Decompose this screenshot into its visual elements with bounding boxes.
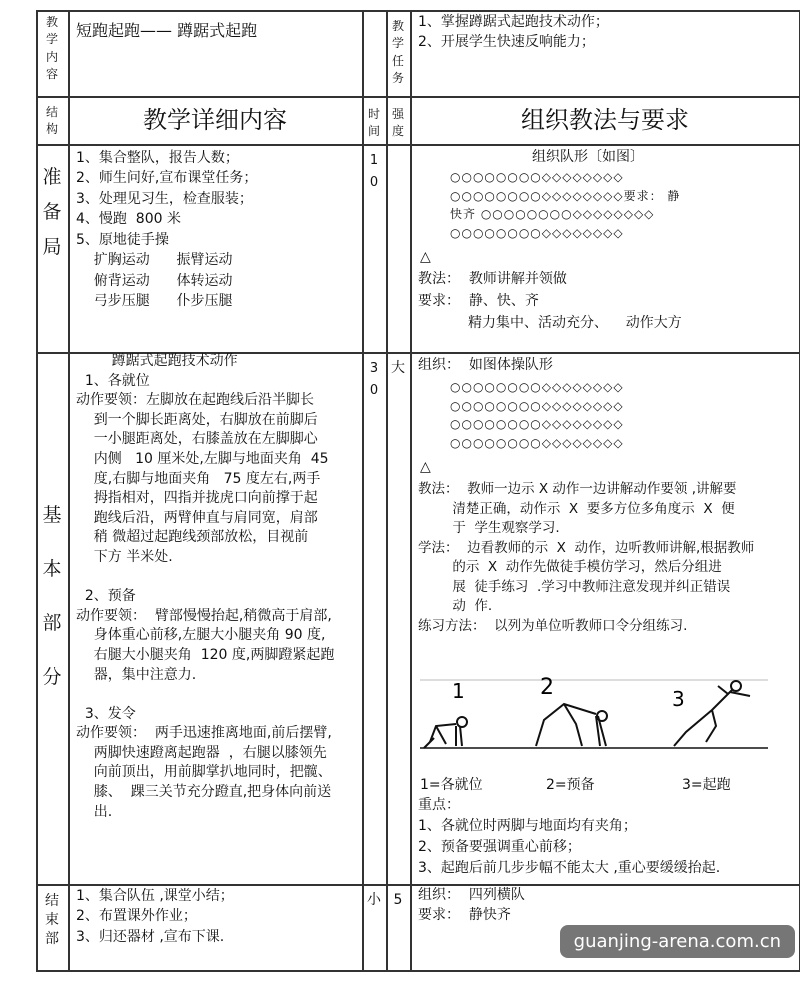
formation-row: ○○○○○○○○◇◇◇◇◇◇◇◇ [450,398,624,413]
content-line: 两脚快速蹬离起跑器 ，右腿以膝领先 [76,744,327,761]
content-line: 右腿大小腿夹角 120 度,两脚蹬紧起跑 [76,646,335,663]
task-list [418,12,609,53]
label-col-divider [68,10,70,970]
key-point: 2、预备要强调重心前移； [418,839,581,855]
teacher-triangle: △ [420,459,431,475]
prep-label: 准 备 局 [42,166,62,259]
end-items [76,886,234,947]
list-item: 2、师生问好,宣布课堂任务； [76,170,258,187]
content-line: 2、预备 [76,588,136,605]
task-item: 1、掌握蹲踞式起跑技术动作； [418,14,609,30]
end-intensity: 小 [367,892,381,908]
content-line: 到一个脚长距离处，右脚放在前脚后 [76,411,318,428]
formation-row: ○○○○○○○○◇◇◇◇◇◇◇◇要求： 静 [450,188,681,203]
content-line: 度,右脚与地面夹角 75 度左右,两手 [76,470,321,487]
header-divider [36,96,800,98]
fig-caption-2: 2=预备 [546,777,595,793]
content-line: 下方 半米处. [76,548,173,565]
list-item: 俯背运动 体转运动 [76,272,233,289]
prep-requirement-detail: 精力集中、活动充分、 动作大方 [468,315,682,331]
end-requirement: 要求： 静快齐 [418,907,511,923]
content-line: 1、各就位 [76,372,150,389]
figure-start [674,681,750,746]
list-item: 4、慢跑 800 米 [76,211,181,228]
intensity-col-right [410,10,412,970]
formation-row: ○○○○○○○○◇◇◇◇◇◇◇◇ [450,435,624,450]
time-col-right [386,10,388,970]
basic-time: 3 0 [369,361,379,399]
sprint-start-illustration [416,676,772,754]
method-line: 练习方法： 以列为单位听教师口令分组练习. [418,617,688,634]
method-heading: 组织教法与要求 [521,106,689,134]
time-label: 时 间 [367,107,380,139]
content-line: 一小腿距离处，右膝盖放在左脚脚心 [76,431,318,448]
stick-figures-svg [416,676,772,754]
figure-on-your-marks [424,717,467,748]
list-item: 扩胸运动 振臂运动 [76,252,233,269]
list-item: 1、集合整队，报告人数； [76,150,239,166]
fig-caption-1: 1=各就位 [420,777,483,793]
content-line: 动作要领： 两手迅速推离地面,前后摆臂, [76,725,332,742]
header-bottom-border [36,144,800,146]
content-line: 向前顶出，用前脚掌扒地同时，把髋、 [76,764,332,781]
method-line: 教法： 教师一边示 X 动作一边讲解动作要领 ,讲解要 [418,481,737,497]
content-line: 拇指相对，四指并拢虎口向前撑于起 [76,490,318,507]
key-points [418,816,720,879]
basic-formation [450,378,624,452]
key-point: 1、各就位时两脚与地面均有夹角； [418,818,637,834]
content-line: 器，集中注意力. [76,666,197,683]
prep-requirement: 要求： 静、快、齐 [418,293,539,309]
fig-num-1: 1 [452,679,465,703]
task-item: 2、开展学生快速反响能力； [418,34,595,51]
structure-label: 结 构 [45,105,58,137]
basic-methods [418,480,754,637]
method-line: 的示 X 动作先做徒手模仿学习，然后分组进 [418,559,722,576]
prep-org-title: 组织队形〔如图〕 [532,149,644,165]
content-line: 蹲踞式起跑技术动作 [76,353,238,369]
content-line: 内侧 10 厘米处,左脚与地面夹角 45 [76,450,329,467]
basic-org: 组织： 如图体操队形 [418,357,553,373]
content-label: 教 学 内 容 [45,15,58,82]
formation-row: 快齐 ○○○○○○○○◇◇◇◇◇◇◇◇ [450,207,655,222]
list-item: 3、归还器材 ,宣布下课. [76,928,225,945]
method-line: 展 徒手练习 .学习中教师注意发现并纠正错误 [418,578,731,595]
content-line: 身体重心前移,左腿大小腿夹角 90 度, [76,627,326,644]
figure-get-set [536,704,607,746]
method-line: 动 作. [418,598,493,615]
list-item: 2、布置课外作业； [76,908,197,925]
list-item: 5、原地徒手操 [76,231,169,248]
list-item: 3、处理见习生，检查服装； [76,190,253,207]
basic-label: 基 本 部 分 [42,504,62,689]
formation-row: ○○○○○○○○◇◇◇◇◇◇◇◇ [450,225,624,240]
prep-method: 教法： 教师讲解并领做 [418,271,567,287]
method-line: 清楚正确，动作示 X 要多方位多角度示 X 便 [418,500,735,517]
task-label: 教 学 任 务 [391,19,404,86]
prep-time: 1 0 [369,153,379,191]
content-line: 出. [76,803,113,820]
formation-row: ○○○○○○○○◇◇◇◇◇◇◇◇ [450,417,624,432]
method-line: 学法： 边看教师的示 X 动作，边听教师讲解,根据教师 [418,539,755,556]
lesson-title: 短跑起跑—— 蹲踞式起跑 [76,21,258,40]
content-line [76,568,334,588]
list-item: 弓步压腿 仆步压腿 [76,293,233,310]
method-line: 于 学生观察学习. [418,520,560,537]
formation-row: ○○○○○○○○◇◇◇◇◇◇◇◇ [450,380,624,394]
end-org: 组织： 四列横队 [418,887,525,903]
key-point: 3、起跑后前几步步幅不能太大 ,重心要缓缓抬起. [418,860,721,876]
fig-num-2: 2 [540,676,554,700]
content-line: 跑线后沿，两臂伸直与肩同宽，肩部 [76,509,318,526]
end-label: 结 束 部 [45,893,59,947]
table-bottom-border [36,970,800,972]
list-item: 1、集合队伍 ,课堂小结； [76,888,234,904]
formation-row: ○○○○○○○○◇◇◇◇◇◇◇◇ [450,170,624,184]
content-line: 稍 微超过起跑线颈部放松，目视前 [76,529,309,546]
end-time: 5 [393,892,403,908]
detail-heading: 教学详细内容 [143,106,287,134]
basic-intensity: 大 [391,360,405,376]
fig-num-3: 3 [672,687,685,711]
content-line: 动作要领：左脚放在起跑线后沿半脚长 [76,392,314,409]
content-line [76,685,334,705]
content-line: 膝、 踝三关节充分蹬直,把身体向前送 [76,784,332,801]
fig-caption-3: 3=起跑 [682,777,731,793]
content-line: 3、发令 [76,705,136,722]
prep-items [76,148,257,312]
key-points-title: 重点： [418,797,460,813]
intensity-label: 强 度 [391,107,404,139]
content-line: 动作要领： 臂部慢慢抬起,稍微高于肩部, [76,607,332,624]
basic-content [76,352,334,822]
watermark: guanjing-arena.com.cn [560,925,795,958]
teacher-triangle: △ [420,249,431,265]
prep-formation [450,168,680,242]
left-border [36,10,38,970]
